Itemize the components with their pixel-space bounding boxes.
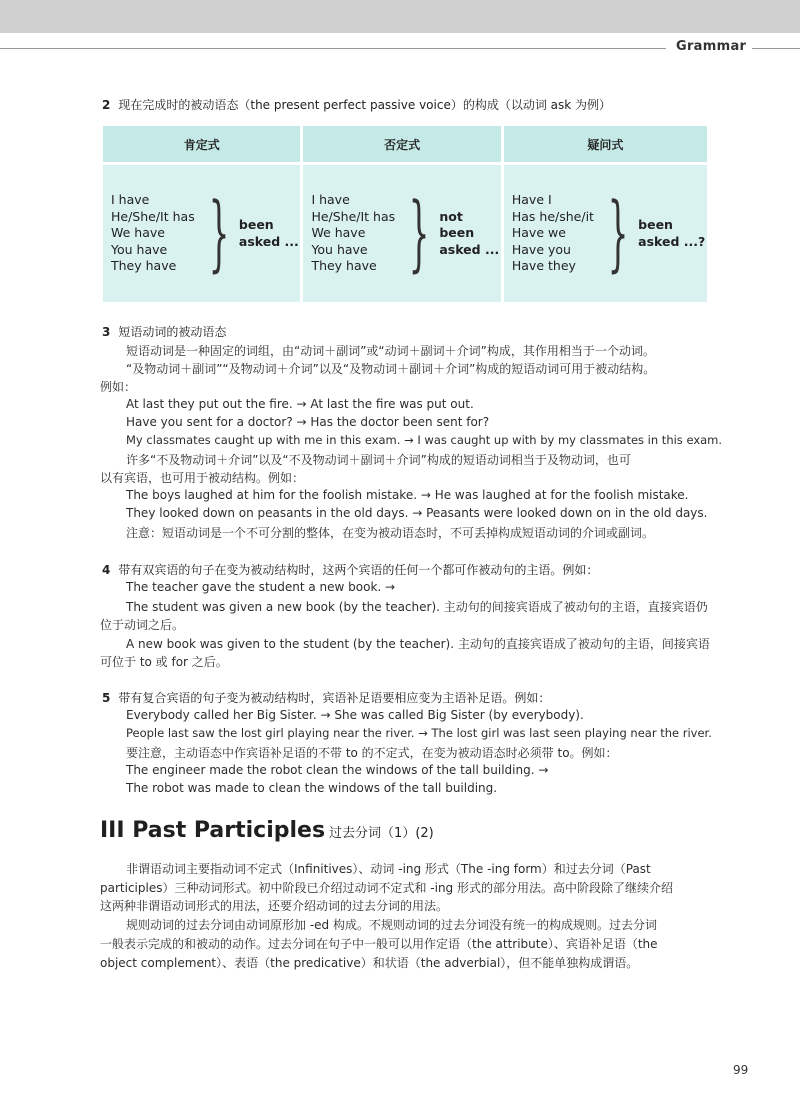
section-title: 短语动词的被动语态	[118, 325, 227, 339]
example-line: They looked down on peasants in the old days. → Peasants were looked down on in the old days.	[126, 506, 708, 520]
subject-item: I have	[311, 192, 350, 208]
section-3-heading	[102, 323, 226, 340]
section-title: 带有复合宾语的句子变为被动结构时，宾语补足语要相应变为主语补足语。例如：	[118, 691, 551, 705]
subject-list	[111, 192, 195, 275]
table-header-negative: 否定式	[303, 126, 500, 162]
paragraph-line: 一般表示完成的和被动的动作。过去分词在句子中一般可以用作定语（the attribute）、宾语补足语（the	[100, 937, 658, 951]
example-line: The boys laughed at him for the foolish mistake. → He was laughed at for the foolish mistake.	[126, 488, 689, 502]
subject-item: You have	[311, 241, 368, 257]
subject-item: He/She/It has	[311, 208, 396, 224]
paragraph-line: 非谓语动词主要指动词不定式（Infinitives）、动词 -ing 形式（The -ing form）和过去分词（Past	[126, 862, 651, 876]
table-header-affirmative: 肯定式	[103, 126, 300, 162]
example-line: A new book was given to the student (by the teacher). 主动句的直接宾语成了被动句的主语，间接宾语	[126, 637, 710, 651]
subject-item: Has he/she/it	[511, 208, 594, 224]
subject-item: Have they	[511, 258, 576, 274]
verb-phrase	[239, 217, 299, 250]
right-brace-icon: }	[208, 185, 230, 281]
body-line: 例如：	[100, 380, 137, 394]
right-brace-icon: }	[408, 185, 430, 281]
section-2-heading	[102, 96, 611, 113]
subject-item: We have	[111, 225, 165, 241]
table-cell-interrogative	[504, 162, 707, 302]
section-title: 现在完成时的被动语态（the present perfect passive voice）的构成（以动词 ask 为例）	[118, 98, 612, 112]
paragraph-line: participles）三种动词形式。初中阶段已介绍过动词不定式和 -ing 形式的部分用法。高中阶段除了继续介绍	[100, 881, 673, 895]
note-line: 注意：短语动词是一个不可分割的整体，在变为被动语态时，不可丢掉构成短语动词的介词或副词。	[126, 526, 655, 540]
body-line: 短语动词是一种固定的词组，由“动词＋副词”或“动词＋副词＋介词”构成，其作用相当于一个动词。	[126, 344, 655, 358]
top-gray-bar	[0, 0, 800, 33]
section-5-heading	[102, 689, 550, 706]
section-4-heading	[102, 561, 598, 578]
subject-list	[512, 192, 594, 275]
example-line: Everybody called her Big Sister. → She was called Big Sister (by everybody).	[126, 708, 584, 722]
example-line: At last they put out the fire. → At last the fire was put out.	[126, 397, 474, 411]
part-title: III Past Participles	[100, 818, 326, 843]
body-line: 位于动词之后。	[100, 618, 185, 632]
verb-word: not	[439, 208, 463, 224]
verb-word: been	[238, 217, 274, 232]
example-line: The robot was made to clean the windows of the tall building.	[126, 781, 498, 795]
subject-item: He/She/It has	[111, 208, 195, 224]
right-brace-icon: }	[607, 185, 629, 281]
page-number: 99	[733, 1063, 749, 1077]
verb-word: asked ...	[439, 241, 500, 257]
part-heading	[100, 818, 434, 843]
subject-item: Have we	[511, 225, 566, 241]
running-header: Grammar	[676, 39, 747, 54]
paragraph-line: 规则动词的过去分词由动词原形加 -ed 构成。不规则动词的过去分词没有统一的构成规则。过去分词	[126, 918, 657, 932]
conjugation-table	[100, 126, 710, 302]
subject-item: You have	[111, 241, 168, 257]
table-header-interrogative: 疑问式	[504, 126, 707, 162]
section-number: 4	[102, 563, 111, 577]
header-rule	[0, 48, 666, 49]
example-line: People last saw the lost girl playing near the river. → The lost girl was last seen playing near the river.	[126, 726, 712, 740]
verb-word: asked ...?	[638, 233, 706, 249]
section-number: 2	[102, 98, 111, 112]
subject-item: We have	[311, 225, 366, 241]
header-rule-right	[752, 48, 800, 49]
paragraph-line: object complement）、表语（the predicative）和状语（the adverbial），但不能单独构成谓语。	[100, 956, 639, 970]
example-line: The teacher gave the student a new book. →	[126, 580, 396, 594]
body-line: “及物动词＋副词”“及物动词＋介词”以及“及物动词＋副词＋介词”构成的短语动词可用于被动结构。	[126, 362, 656, 376]
section-number: 3	[102, 325, 111, 339]
table-cell-affirmative	[103, 162, 300, 302]
paragraph-line: 这两种非谓语动词形式的用法，还要介绍动词的过去分词的用法。	[100, 899, 449, 913]
body-line: 许多“不及物动词＋介词”以及“不及物动词＋副词＋介词”构成的短语动词相当于及物动词，也可	[126, 453, 631, 467]
subject-list	[311, 192, 395, 275]
verb-phrase	[638, 217, 705, 250]
example-line: Have you sent for a doctor? → Has the doctor been sent for?	[126, 415, 490, 429]
body-line: 以有宾语，也可用于被动结构。例如：	[100, 471, 305, 485]
verb-word: been	[638, 217, 673, 232]
subject-item: I have	[111, 192, 150, 208]
subject-item: Have you	[511, 241, 571, 257]
body-line: 要注意，主动语态中作宾语补足语的不带 to 的不定式，在变为被动语态时必须带 to。例如：	[126, 746, 618, 760]
section-title: 带有双宾语的句子在变为被动结构时，这两个宾语的任何一个都可作被动句的主语。例如：	[118, 563, 599, 577]
subject-item: They have	[311, 258, 377, 274]
example-line: My classmates caught up with me in this exam. → I was caught up with by my classmates in this exam.	[126, 433, 723, 447]
verb-word: asked ...	[238, 233, 299, 249]
section-number: 5	[102, 691, 111, 705]
example-line: The engineer made the robot clean the windows of the tall building. →	[126, 763, 549, 777]
verb-word: been	[439, 225, 475, 241]
subject-item: Have I	[511, 192, 552, 208]
subject-item: They have	[111, 258, 177, 274]
table-cell-negative	[303, 162, 500, 302]
verb-phrase	[439, 209, 499, 259]
part-subtitle: 过去分词（1）(2)	[329, 826, 434, 841]
body-line: 可位于 to 或 for 之后。	[100, 655, 228, 669]
example-line: The student was given a new book (by the teacher). 主动句的间接宾语成了被动句的主语，直接宾语仍	[126, 600, 708, 614]
